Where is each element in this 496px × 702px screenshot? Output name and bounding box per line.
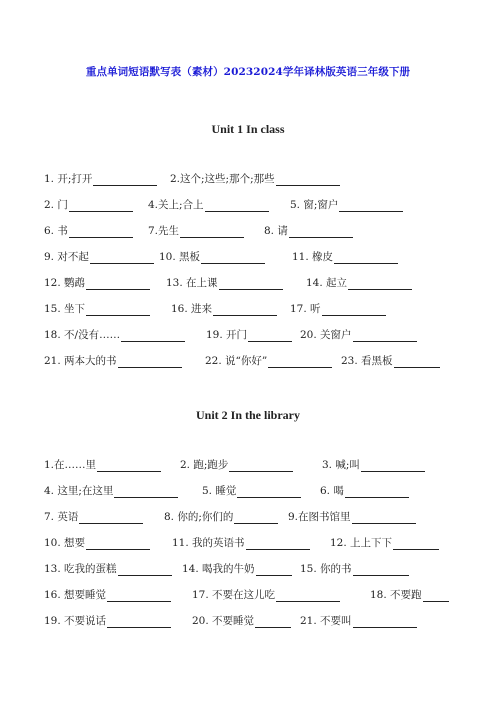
item-label: 21. 两本大的书 [44,355,117,367]
answer-blank[interactable] [86,303,150,316]
answer-blank[interactable] [353,563,409,576]
exercise-item [330,536,439,550]
item-label: 12. 鹦鹉 [44,277,86,289]
answer-blank[interactable] [234,511,278,524]
exercise-item [306,276,412,290]
answer-blank[interactable] [86,277,150,290]
exercise-item [182,562,292,576]
item-label: 18. 不要跑 [370,589,422,601]
answer-blank[interactable] [118,563,172,576]
exercise-item [44,588,171,602]
answer-blank[interactable] [255,615,291,628]
answer-blank[interactable] [345,485,409,498]
item-label: 21. 不要叫 [300,615,352,627]
exercise-item [44,328,185,342]
item-label: 15. 坐下 [44,303,86,315]
exercise-item [159,250,265,264]
exercise-item [44,484,178,498]
exercise-item [44,302,150,316]
exercise-item [206,328,292,342]
answer-blank[interactable] [90,251,154,264]
exercise-item [300,328,417,342]
answer-blank[interactable] [180,225,244,238]
answer-blank[interactable] [361,459,425,472]
answer-blank[interactable] [423,589,449,602]
answer-blank[interactable] [213,303,277,316]
answer-blank[interactable] [107,589,171,602]
item-label: 7.先生 [148,225,180,237]
item-label: 16. 想要睡觉 [44,589,107,601]
item-label: 13. 吃我的蛋糕 [44,563,117,575]
exercise-item [44,510,143,524]
exercise-item [300,614,417,628]
item-label: 23. 看黑板 [341,355,393,367]
exercise-item [264,224,353,238]
item-label: 1. 开;打开 [44,173,93,185]
answer-blank[interactable] [353,329,417,342]
item-label: 11. 橡皮 [292,251,334,263]
item-label: 8. 请 [264,225,288,237]
answer-blank[interactable] [79,511,143,524]
exercise-item [370,588,449,602]
exercise-item [322,458,425,472]
exercise-item [290,302,386,316]
exercise-item [44,458,161,472]
exercise-item [44,562,172,576]
document-title: 重点单词短语默写表（素材）20232024学年译林版英语三年级下册 [85,66,411,78]
unit1-heading: Unit 1 In class [211,122,285,136]
item-label: 4. 这里;在这里 [44,485,114,497]
exercise-item [192,588,340,602]
answer-blank[interactable] [219,277,283,290]
exercise-item [44,198,133,212]
item-label: 17. 不要在这儿吃 [192,589,276,601]
answer-blank[interactable] [353,615,417,628]
exercise-item [205,354,332,368]
item-label: 9.在图书馆里 [288,511,351,523]
item-label: 3. 喊;叫 [322,459,360,471]
exercise-item [148,224,244,238]
item-label: 18. 不/没有…… [44,329,121,341]
exercise-item [44,276,150,290]
item-label: 2. 门 [44,199,68,211]
answer-blank[interactable] [114,485,178,498]
item-label: 4.关上;合上 [148,199,204,211]
answer-blank[interactable] [205,199,269,212]
answer-blank[interactable] [248,329,292,342]
item-label: 8. 你的;你们的 [164,511,234,523]
answer-blank[interactable] [107,615,171,628]
answer-blank[interactable] [201,251,265,264]
exercise-item [192,614,291,628]
exercise-item [320,484,409,498]
item-label: 5. 睡觉 [202,485,237,497]
answer-blank[interactable] [86,537,150,550]
answer-blank[interactable] [268,355,332,368]
answer-blank[interactable] [348,277,412,290]
item-label: 14. 喝我的牛奶 [182,563,255,575]
answer-blank[interactable] [246,537,310,550]
exercise-item [170,172,340,186]
answer-blank[interactable] [237,485,301,498]
exercise-item [44,354,182,368]
item-label: 9. 对不起 [44,251,89,263]
answer-blank[interactable] [97,459,161,472]
answer-blank[interactable] [256,563,292,576]
answer-blank[interactable] [394,355,440,368]
exercise-item [290,198,403,212]
exercise-item [166,276,283,290]
item-label: 7. 英语 [44,511,79,523]
exercise-item [180,458,293,472]
item-label: 14. 起立 [306,277,348,289]
item-label: 19. 开门 [206,329,248,341]
unit2-heading: Unit 2 In the library [195,408,300,422]
exercise-item [292,250,398,264]
item-label: 6. 喝 [320,485,344,497]
item-label: 20. 关窗户 [300,329,352,341]
answer-blank[interactable] [334,251,398,264]
answer-blank[interactable] [276,173,340,186]
item-label: 16. 进来 [171,303,213,315]
item-label: 15. 你的书 [300,563,352,575]
exercise-item [164,510,278,524]
exercise-item [44,614,171,628]
exercise-item [44,172,157,186]
item-label: 10. 想要 [44,537,86,549]
answer-blank[interactable] [289,225,353,238]
item-label: 1.在……里 [44,459,97,471]
exercise-item [171,302,277,316]
item-label: 10. 黑板 [159,251,201,263]
answer-blank[interactable] [69,225,133,238]
exercise-item [148,198,269,212]
exercise-item [288,510,416,524]
answer-blank[interactable] [93,173,157,186]
item-label: 5. 窗;窗户 [290,199,339,211]
exercise-item [44,250,154,264]
item-label: 20. 不要睡觉 [192,615,255,627]
exercise-item [300,562,409,576]
answer-blank[interactable] [69,199,133,212]
item-label: 2. 跑;跑步 [180,459,229,471]
item-label: 22. 说“你好” [205,355,268,367]
exercise-item [44,224,133,238]
answer-blank[interactable] [229,459,293,472]
item-label: 2.这个;这些;那个;那些 [170,173,275,185]
item-label: 19. 不要说话 [44,615,107,627]
exercise-item [44,536,150,550]
exercise-item [172,536,310,550]
answer-blank[interactable] [121,329,185,342]
answer-blank[interactable] [276,589,340,602]
answer-blank[interactable] [118,355,182,368]
answer-blank[interactable] [352,511,416,524]
answer-blank[interactable] [393,537,439,550]
answer-blank[interactable] [339,199,403,212]
item-label: 11. 我的英语书 [172,537,245,549]
item-label: 17. 听 [290,303,321,315]
item-label: 12. 上上下下 [330,537,393,549]
item-label: 13. 在上课 [166,277,218,289]
exercise-item [341,354,440,368]
answer-blank[interactable] [322,303,386,316]
exercise-item [202,484,301,498]
item-label: 6. 书 [44,225,68,237]
